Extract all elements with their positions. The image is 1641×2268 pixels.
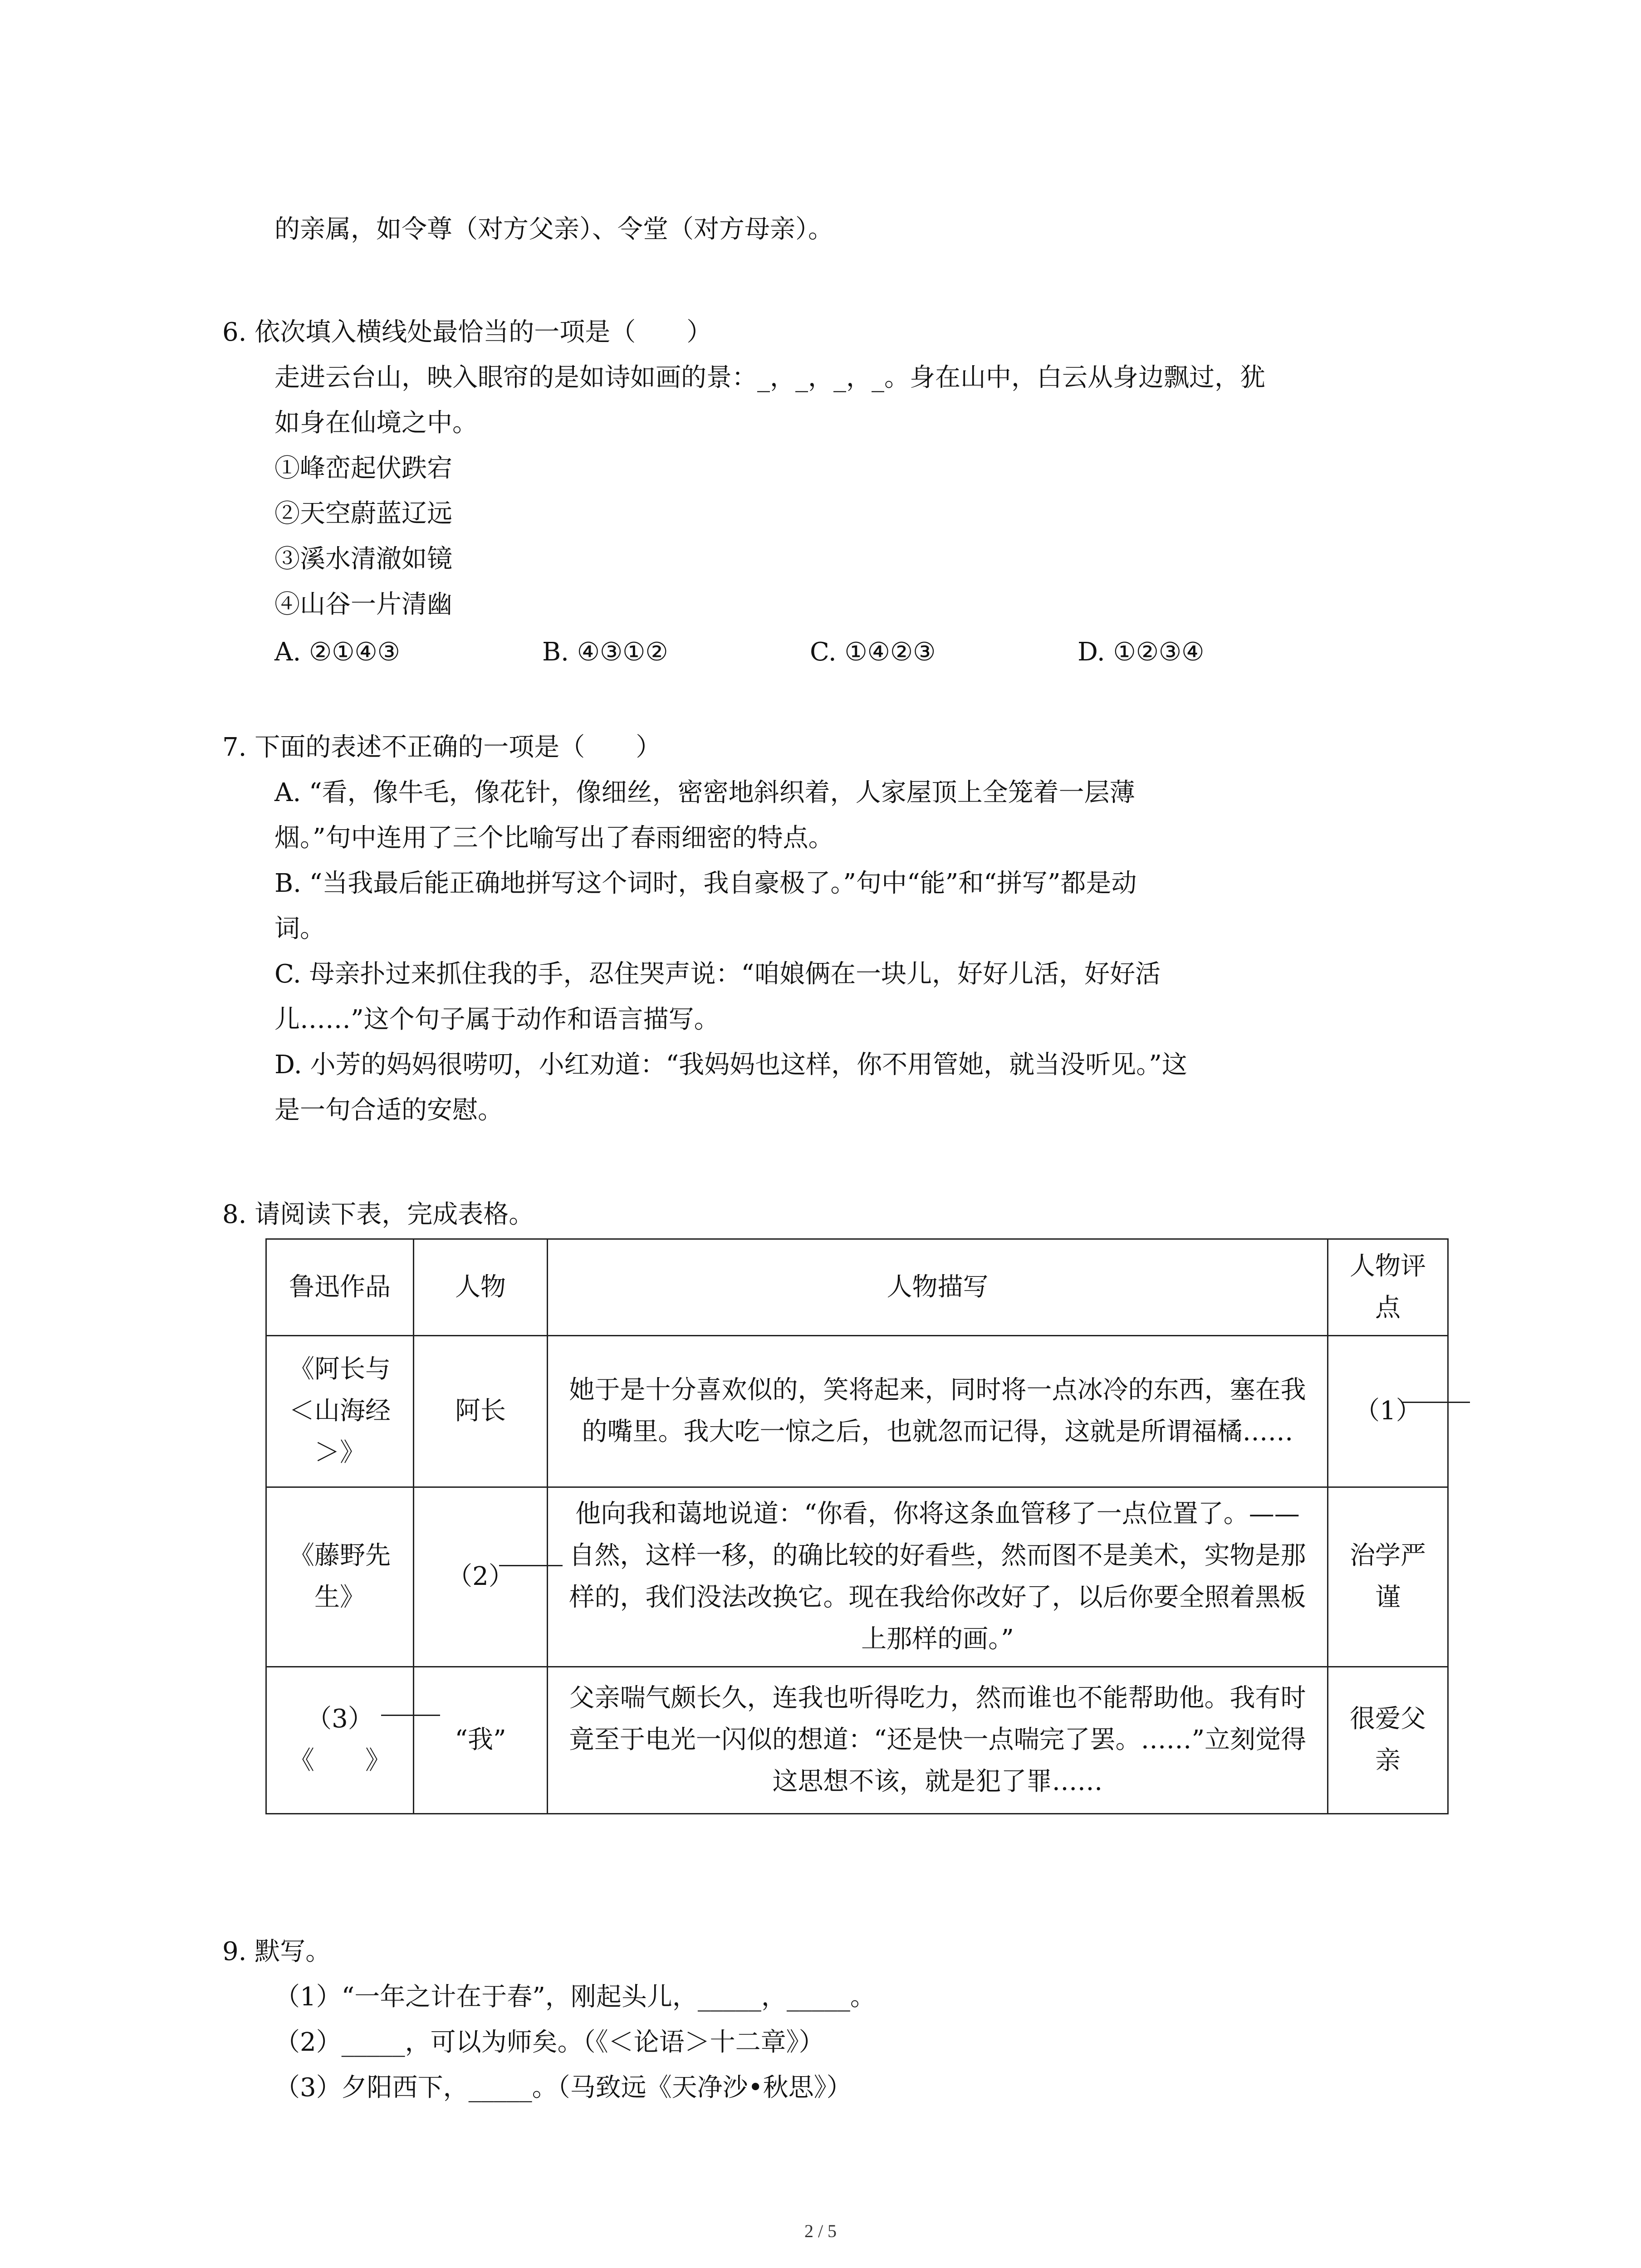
cell-work: 《藤野先生》 [266,1487,414,1667]
q9-stem: 9. 默写。 [222,1937,331,1966]
cell-comment: 很爱父亲 [1328,1667,1448,1813]
q7-option-b-line2: 词。 [274,914,325,943]
blank-line [381,1715,440,1716]
q7-option-c-line2: 儿……”这个句子属于动作和语言描写。 [274,1005,720,1034]
cell-work-blank[interactable]: （3）《 》 [266,1667,414,1813]
q7-option-b-line1[interactable]: B. “当我最后能正确地拼写这个词时，我自豪极了。”句中“能”和“拼写”都是动 [274,869,1137,898]
table-row [266,1667,1448,1813]
cell-work: 《阿长与＜山海经＞》 [266,1335,414,1487]
blank-line [499,1565,563,1566]
cell-person: 阿长 [414,1335,548,1487]
blank-line [1402,1402,1470,1403]
q7-option-d-line1[interactable]: D. 小芳的妈妈很唠叨，小红劝道：“我妈妈也这样，你不用管她，就当没听见。”这 [274,1050,1187,1080]
q6-option-c[interactable]: C. ①④②③ [810,637,936,667]
q6-item: ②天空蔚蓝辽远 [274,499,452,528]
q8-stem: 8. 请阅读下表，完成表格。 [222,1200,534,1229]
cell-person: “我” [414,1667,548,1813]
cell-person-blank[interactable]: （2） [414,1487,548,1667]
q7-option-a-line2: 烟。”句中连用了三个比喻写出了春雨细密的特点。 [274,823,834,853]
header-description: 人物描写 [548,1239,1328,1336]
q6-item: ①峰峦起伏跌宕 [274,454,452,483]
cell-comment-blank[interactable]: （1） [1328,1335,1448,1487]
page-number: 2 / 5 [804,2221,837,2241]
header-work: 鲁迅作品 [266,1239,414,1336]
q7-option-d-line2: 是一句合适的安慰。 [274,1095,503,1125]
table-row [266,1335,1448,1487]
cell-description: 父亲喘气颇长久，连我也听得吃力，然而谁也不能帮助他。我有时竟至于电光一闪似的想道：“还是快一点喘完了罢。……”立刻觉得这思想不该，就是犯了罪…… [548,1667,1328,1813]
q6-stem: 6. 依次填入横线处最恰当的一项是（ ） [222,318,712,347]
q9-item[interactable]: （3）夕阳西下，_____。（马致远《天净沙•秋思》） [274,2073,852,2102]
luxun-table [265,1238,1449,1814]
q6-option-b[interactable]: B. ④③①② [542,637,668,667]
q9-item[interactable]: （2）_____，可以为师矣。（《＜论语＞十二章》） [274,2028,824,2057]
q6-option-a[interactable]: A. ②①④③ [274,637,400,667]
header-comment: 人物评点 [1328,1239,1448,1336]
table-header-row [266,1239,1448,1336]
cell-description: 他向我和蔼地说道：“你看，你将这条血管移了一点位置了。——自然，这样一移，的确比较的好看些，然而图不是美术，实物是那样的，我们没法改换它。现在我给你改好了，以后你要全照着黑板上那样的画。” [548,1487,1328,1667]
cell-description: 她于是十分喜欢似的，笑将起来，同时将一点冰冷的东西，塞在我的嘴里。我大吃一惊之后，也就忽而记得，这就是所谓福橘…… [548,1335,1328,1487]
cell-comment: 治学严谨 [1328,1487,1448,1667]
q6-option-d[interactable]: D. ①②③④ [1078,637,1205,667]
q9-item[interactable]: （1）“一年之计在于春”，刚起头儿，_____，_____。 [274,1982,876,2012]
q7-option-a-line1[interactable]: A. “看，像牛毛，像花针，像细丝，密密地斜织着，人家屋顶上全笼着一层薄 [274,778,1135,807]
table-row [266,1487,1448,1667]
continued-line: 的亲属，如令尊（对方父亲）、令堂（对方母亲）。 [274,215,833,244]
q7-option-c-line1[interactable]: C. 母亲扑过来抓住我的手，忍住哭声说：“咱娘俩在一块儿，好好儿活，好好活 [274,959,1161,989]
q6-item: ④山谷一片清幽 [274,590,452,619]
q6-item: ③溪水清澈如镜 [274,544,452,574]
header-person: 人物 [414,1239,548,1336]
q7-stem: 7. 下面的表述不正确的一项是（ ） [222,733,661,762]
q6-passage-line1: 走进云台山，映入眼帘的是如诗如画的景：_，_，_，_。身在山中，白云从身边飘过，犹 [274,363,1265,392]
q6-passage-line2: 如身在仙境之中。 [274,408,478,438]
